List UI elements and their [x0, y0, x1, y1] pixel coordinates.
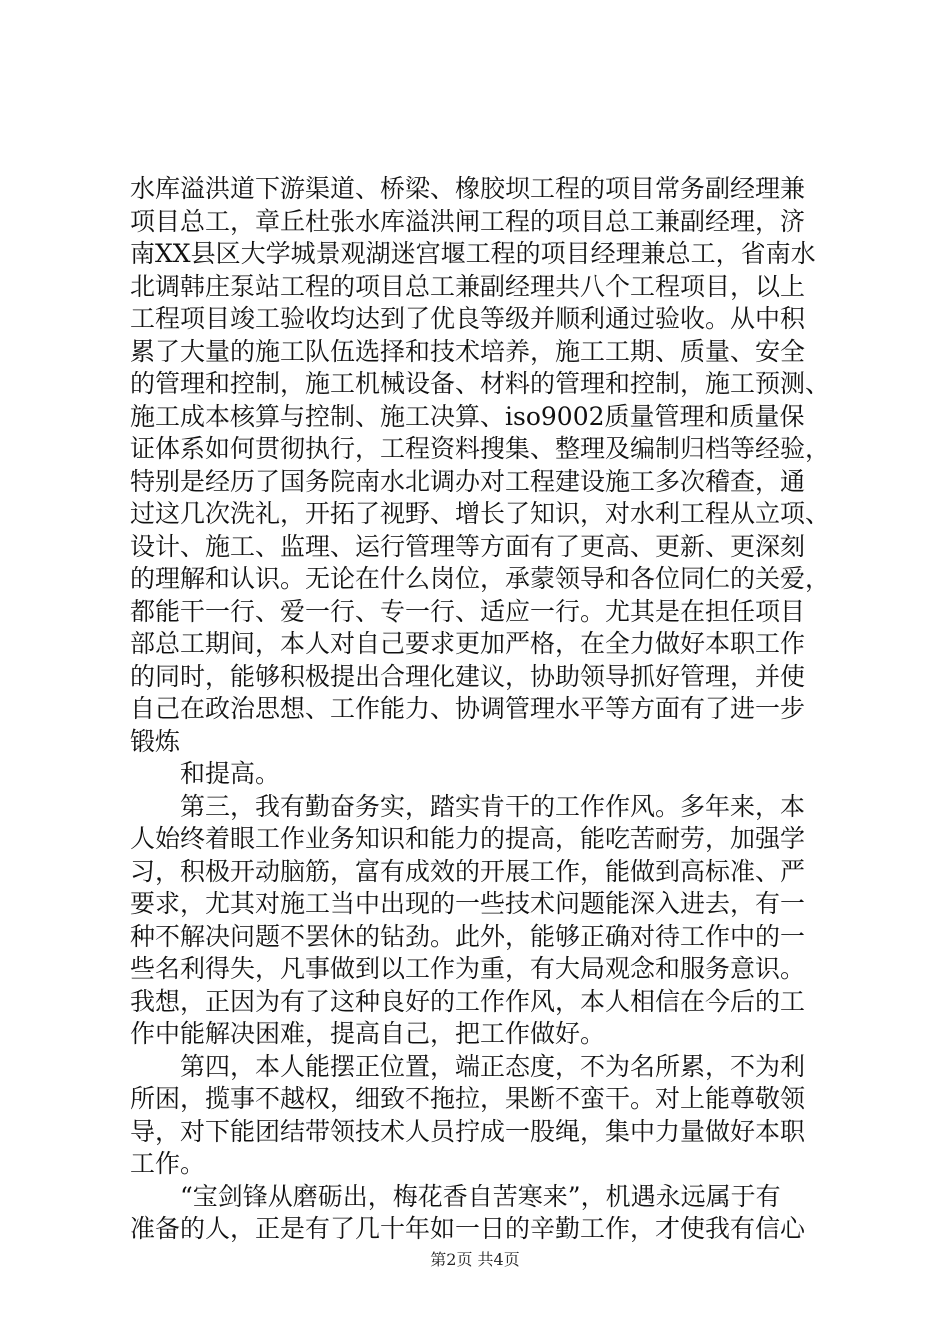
text-line: 要求，尤其对施工当中出现的一些技术问题能深入进去，有一 [130, 889, 806, 918]
text-line: 特别是经历了国务院南水北调办对工程建设施工多次稽查，通 [130, 466, 806, 496]
text-line: 所困，揽事不越权，细致不拖拉，果断不蛮干。对上能尊敬领 [130, 1084, 806, 1113]
text-line: 都能干一行、爱一行、专一行、适应一行。尤其是在担任项目 [130, 596, 806, 626]
text-line: 过这几次洗礼，开拓了视野、增长了知识，对水利工程从立项、 [130, 499, 831, 528]
text-line: 施工成本核算与控制、施工决算、iso9002质量管理和质量保 [130, 401, 805, 431]
text-line: 些名利得失，凡事做到以工作为重，有大局观念和服务意识。 [130, 954, 806, 983]
text-line: 的同时，能够积极提出合理化建议，协助领导抓好管理，并使 [130, 661, 806, 691]
page-footer [0, 1247, 950, 1270]
text-line: “宝剑锋从磨砺出，梅花香自苦寒来”，机遇永远属于有 [130, 1181, 781, 1211]
page-number-label: 第2页 共4页 [430, 1250, 520, 1269]
text-line: 部总工期间，本人对自己要求更加严格，在全力做好本职工作 [130, 629, 806, 658]
text-line: 证体系如何贯彻执行，工程资料搜集、整理及编制归档等经验， [130, 434, 831, 463]
text-line: 项目总工，章丘杜张水库溢洪闸工程的项目总工兼副经理，济 [130, 206, 806, 236]
text-line: 南XX县区大学城景观湖迷宫堰工程的项目经理兼总工，省南水 [130, 239, 816, 268]
text-line: 工作。 [130, 1149, 206, 1178]
text-line: 北调韩庄泵站工程的项目总工兼副经理共八个工程项目，以上 [130, 271, 806, 301]
text-line: 我想，正因为有了这种良好的工作作风，本人相信在今后的工 [130, 986, 806, 1016]
text-line: 准备的人，正是有了几十年如一日的辛勤工作，才使我有信心 [130, 1214, 806, 1243]
text-line: 的理解和认识。无论在什么岗位，承蒙领导和各位同仁的关爱， [130, 564, 831, 593]
text-line: 第三，我有勤奋务实，踏实肯干的工作作风。多年来，本 [130, 791, 806, 821]
text-line: 第四，本人能摆正位置，端正态度，不为名所累，不为利 [130, 1051, 806, 1081]
text-line: 自己在政治思想、工作能力、协调管理水平等方面有了进一步 [130, 694, 806, 723]
text-line: 累了大量的施工队伍选择和技术培养，施工工期、质量、安全 [130, 336, 806, 366]
text-line: 的管理和控制，施工机械设备、材料的管理和控制，施工预测、 [130, 369, 831, 398]
text-line: 作中能解决困难，提高自己，把工作做好。 [130, 1019, 606, 1048]
text-line: 种不解决问题不罢休的钻劲。此外，能够正确对待工作中的一 [130, 921, 806, 951]
text-line: 和提高。 [130, 759, 281, 788]
text-line: 水库溢洪道下游渠道、桥梁、橡胶坝工程的项目常务副经理兼 [130, 174, 806, 203]
text-line: 设计、施工、监理、运行管理等方面有了更高、更新、更深刻 [130, 531, 806, 561]
text-line: 工程项目竣工验收均达到了优良等级并顺利通过验收。从中积 [130, 304, 806, 333]
document-body [130, 173, 831, 1246]
text-line: 人始终着眼工作业务知识和能力的提高，能吃苦耐劳，加强学 [130, 824, 806, 853]
text-line: 锻炼 [130, 726, 181, 756]
text-line: 习，积极开动脑筋，富有成效的开展工作，能做到高标准、严 [130, 856, 806, 886]
text-line: 导，对下能团结带领技术人员拧成一股绳，集中力量做好本职 [130, 1116, 806, 1146]
